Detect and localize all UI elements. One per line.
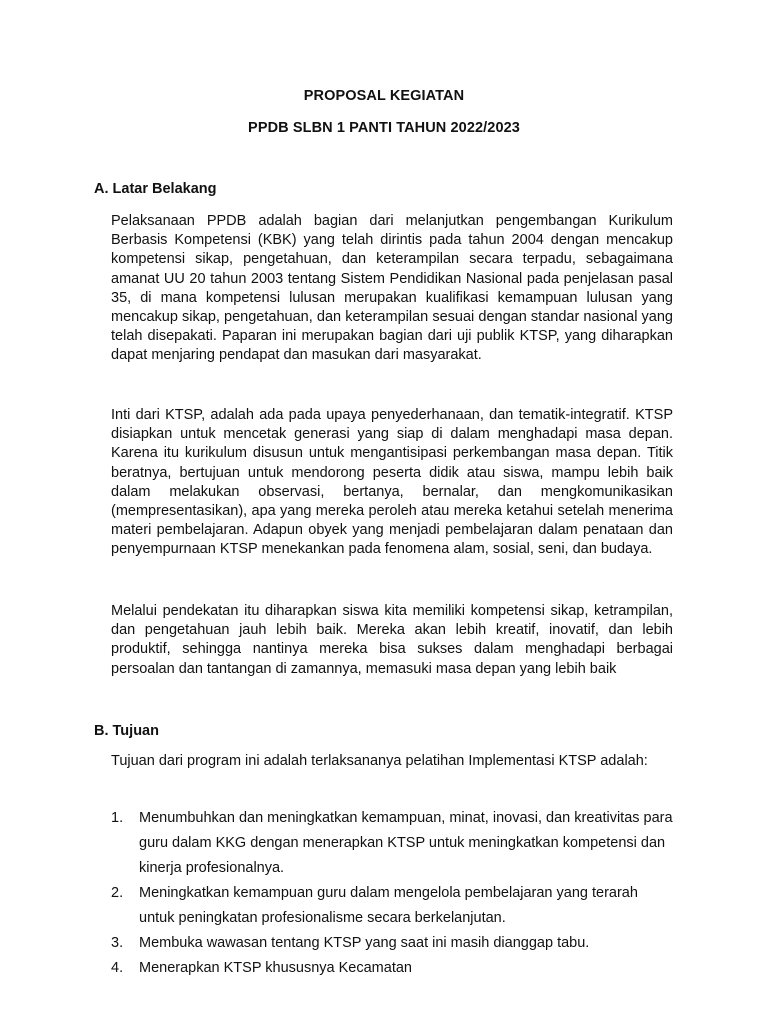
document-title: PROPOSAL KEGIATAN bbox=[303, 88, 465, 104]
list-item-number: 3. bbox=[111, 935, 124, 951]
list-item bbox=[111, 806, 673, 881]
objectives-intro: Tujuan dari program ini adalah terlaksananya pelatihan Implementasi KTSP adalah: bbox=[111, 753, 648, 769]
list-item bbox=[111, 931, 673, 956]
objectives-list bbox=[111, 806, 673, 981]
background-paragraph-3: Melalui pendekatan itu diharapkan siswa kita memiliki kompetensi sikap, ketrampilan, dan pengetahuan jauh lebih baik. Mereka akan lebih kreatif, inovatif, dan lebih produktif, sehingga nantinya mereka bisa sukses dalam menghadapi berbagai persoalan dan tantangan di zamannya, memasuki masa depan yang lebih baik bbox=[111, 603, 673, 677]
list-item-number: 4. bbox=[111, 960, 124, 976]
list-item-number: 2. bbox=[111, 885, 124, 901]
list-item-text: Menumbuhkan dan meningkatkan kemampuan, minat, inovasi, dan kreativitas para guru dalam KKG dengan menerapkan KTSP untuk meningkatkan kompetensi dan kinerja profesionalnya. bbox=[139, 810, 673, 876]
background-paragraph-1: Pelaksanaan PPDB adalah bagian dari melanjutkan pengembangan Kurikulum Berbasis Kompetensi (KBK) yang telah dirintis pada tahun 2004 dengan mencakup kompetensi sikap, pengetahuan, dan keterampilan secara terpadu, sebagaimana amanat UU 20 tahun 2003 tentang Sistem Pendidikan Nasional pada penjelasan pasal 35, di mana kompetensi lulusan merupakan kualifikasi kemampuan lulusan yang mencakup sikap, pengetahuan, dan keterampilan sesuai dengan standar nasional yang telah disepakati. Paparan ini merupakan bagian dari uji publik KTSP, yang diharapkan dapat menjaring pendapat dan masukan dari masyarakat. bbox=[111, 213, 673, 364]
list-item bbox=[111, 881, 673, 931]
list-item bbox=[111, 956, 673, 981]
list-item-number: 1. bbox=[111, 810, 124, 826]
document-subtitle: PPDB SLBN 1 PANTI TAHUN 2022/2023 bbox=[248, 120, 520, 136]
section-a-heading: A. Latar Belakang bbox=[94, 181, 217, 197]
list-item-text: Membuka wawasan tentang KTSP yang saat ini masih dianggap tabu. bbox=[139, 935, 590, 951]
background-paragraph-2: Inti dari KTSP, adalah ada pada upaya penyederhanaan, dan tematik-integratif. KTSP disiapkan untuk mencetak generasi yang siap di dalam menghadapi masa depan. Karena itu kurikulum disusun untuk mengantisipasi perkembangan masa depan. Titik beratnya, bertujuan untuk mendorong peserta didik atau siswa, mampu lebih baik dalam melakukan observasi, bertanya, bernalar, dan mengkomunikasikan (mempresentasikan), apa yang mereka peroleh atau mereka ketahui setelah menerima materi pembelajaran. Adapun obyek yang menjadi pembelajaran dalam penataan dan penyempurnaan KTSP menekankan pada fenomena alam, sosial, seni, dan budaya. bbox=[111, 407, 673, 558]
section-b-heading: B. Tujuan bbox=[94, 723, 159, 739]
list-item-text: Menerapkan KTSP khususnya Kecamatan bbox=[139, 960, 412, 976]
list-item-text: Meningkatkan kemampuan guru dalam mengelola pembelajaran yang terarah untuk peningkatan profesionalisme secara berkelanjutan. bbox=[139, 885, 638, 926]
